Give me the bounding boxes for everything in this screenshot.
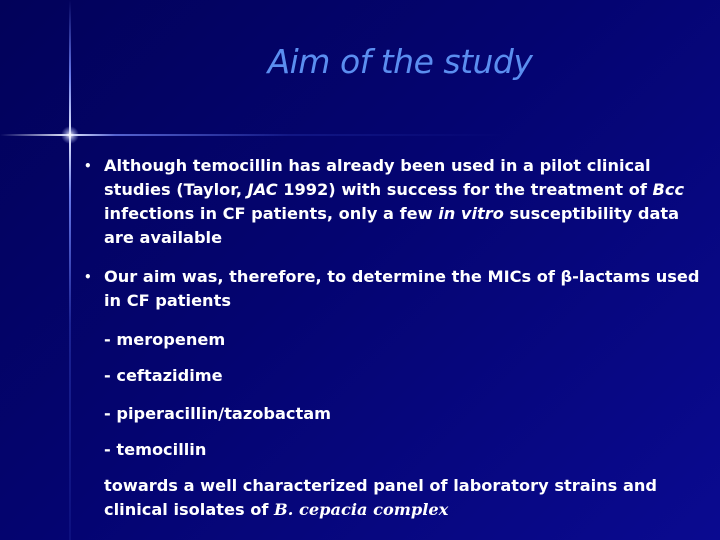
bullet-1-text-a: Although temocillin has already been used in a pilot clinical studies (Taylor, [104,156,651,199]
drug-item-piperacillin-tazobactam: - piperacillin/tazobactam [104,404,332,423]
bullet-2 [84,265,704,313]
slide-title: Aim of the study [267,42,533,81]
closing-text [84,474,704,522]
sparkle-icon [61,126,79,144]
drug-item-meropenem: - meropenem [104,330,226,349]
organism-abbrev: Bcc [652,180,685,199]
closing-text-a: towards a well characterized panel of laboratory strains and clinical isolates of [104,476,657,519]
decorative-vertical-line [69,0,71,540]
bullet-1-text-c: infections in CF patients, only a few [104,204,439,223]
organism-name: B. cepacia complex [274,500,449,519]
in-vitro-term: in vitro [438,204,504,223]
bullet-2-text: Our aim was, therefore, to determine the MICs of β-lactams used in CF patients [104,267,700,310]
bullet-dot-icon: • [84,159,92,173]
bullet-dot-icon: • [84,270,92,284]
journal-name: JAC [247,180,278,199]
drug-item-ceftazidime: - ceftazidime [104,366,223,385]
drug-item-temocillin: - temocillin [104,440,207,459]
bullet-1 [84,154,704,250]
decorative-horizontal-line [0,134,720,136]
bullet-1-text-b: 1992) with success for the treatment of [277,180,653,199]
bullet-1-text-d: susceptibility data are available [104,204,680,247]
slide-body [84,154,704,522]
